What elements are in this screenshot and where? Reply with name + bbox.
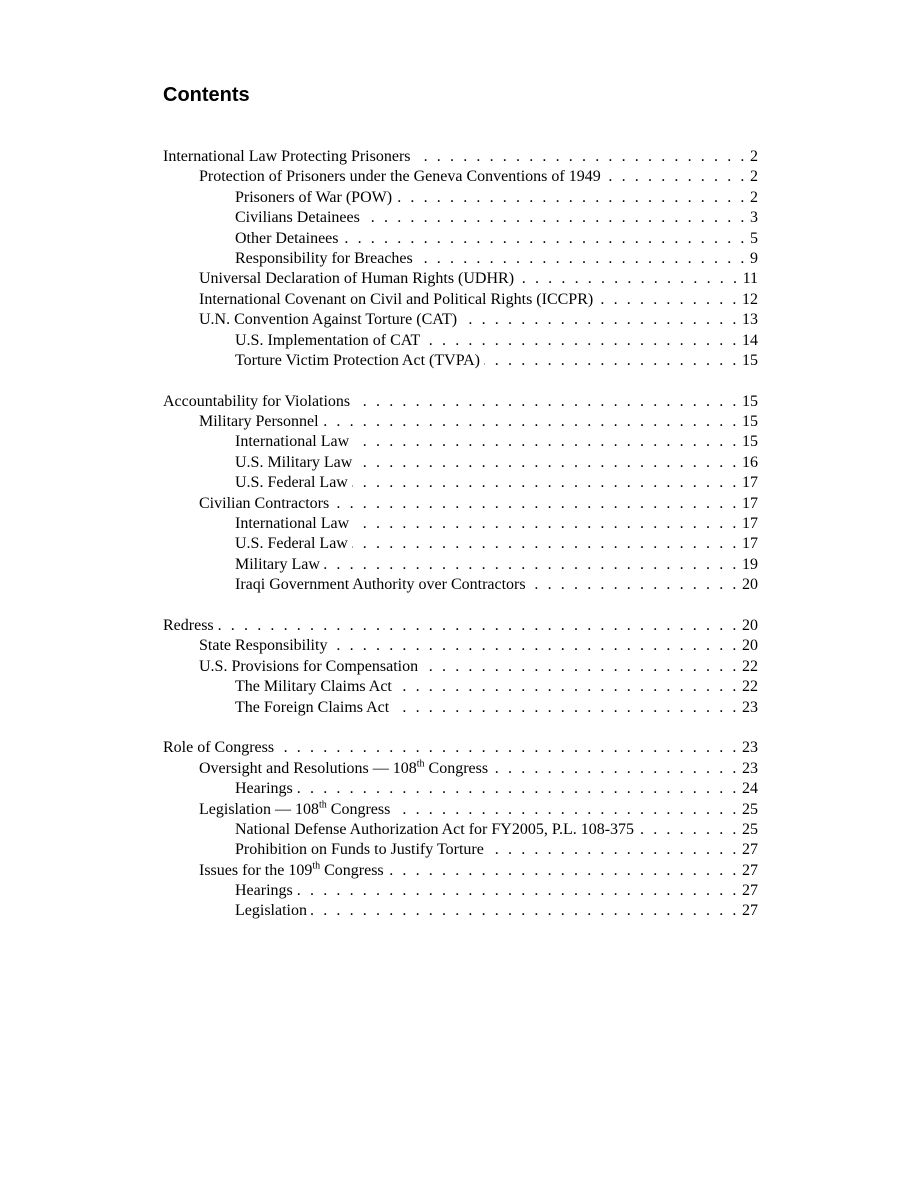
toc-entry[interactable] bbox=[163, 432, 758, 452]
toc-entry[interactable] bbox=[163, 861, 758, 881]
dot-leader bbox=[394, 800, 739, 820]
toc-entry-title: Prisoners of War (POW) bbox=[235, 188, 393, 206]
toc-entry-title: Torture Victim Protection Act (TVPA) bbox=[235, 351, 480, 369]
toc-entry-title-suffix: Congress bbox=[424, 759, 489, 777]
toc-entry-page: 16 bbox=[742, 453, 758, 471]
dot-leader bbox=[352, 534, 739, 554]
toc-entry-title-prefix: Oversight and Resolutions — 108 bbox=[199, 759, 417, 777]
toc-entry-page: 23 bbox=[742, 759, 758, 777]
toc-entry-page: 27 bbox=[742, 902, 758, 920]
toc-entry-page: 5 bbox=[750, 229, 758, 247]
dot-leader bbox=[422, 657, 739, 677]
toc-entry-page: 12 bbox=[742, 290, 758, 308]
toc-entry-page: 15 bbox=[742, 433, 758, 451]
toc-entry[interactable] bbox=[163, 331, 758, 351]
toc-entry-page: 19 bbox=[742, 555, 758, 573]
toc-entry-title: Other Detainees bbox=[235, 229, 339, 247]
toc-entry[interactable] bbox=[163, 310, 758, 330]
toc-entry[interactable] bbox=[163, 351, 758, 371]
toc-entry[interactable] bbox=[163, 494, 758, 514]
toc-entry-page: 22 bbox=[742, 678, 758, 696]
toc-section-accountability bbox=[163, 392, 758, 596]
toc-entry[interactable] bbox=[163, 698, 758, 718]
toc-entry-title: Responsibility for Breaches bbox=[235, 249, 413, 267]
toc-entry-title: International Law bbox=[235, 515, 350, 533]
toc-entry-title: Military Personnel bbox=[199, 413, 319, 431]
toc-entry-page: 11 bbox=[742, 270, 758, 288]
dot-leader bbox=[530, 575, 739, 595]
toc-entry[interactable] bbox=[163, 188, 758, 208]
toc-entry-title: Civilian Contractors bbox=[199, 494, 330, 512]
toc-entry-title-prefix: Legislation — 108 bbox=[199, 800, 319, 818]
toc-entry[interactable] bbox=[163, 677, 758, 697]
toc-entry-page: 17 bbox=[742, 474, 758, 492]
toc-entry[interactable] bbox=[163, 657, 758, 677]
toc-entry-title: State Responsibility bbox=[199, 637, 328, 655]
toc-entry-title: Legislation bbox=[235, 902, 307, 920]
toc-entry[interactable] bbox=[163, 616, 758, 636]
toc-entry-page: 13 bbox=[742, 311, 758, 329]
ordinal-superscript: th bbox=[416, 758, 425, 770]
dot-leader bbox=[353, 432, 739, 452]
toc-entry[interactable] bbox=[163, 229, 758, 249]
toc-entry-title: Redress bbox=[163, 616, 214, 634]
toc-entry-page: 3 bbox=[750, 209, 758, 227]
toc-entry-title: Hearings bbox=[235, 780, 293, 798]
toc-entry-page: 2 bbox=[750, 148, 758, 165]
toc-entry-page: 20 bbox=[742, 576, 758, 594]
toc-entry[interactable] bbox=[163, 636, 758, 656]
toc-entry-title: Prohibition on Funds to Justify Torture bbox=[235, 841, 484, 859]
toc-entry-title-prefix: Issues for the 109 bbox=[199, 861, 313, 879]
toc-entry[interactable] bbox=[163, 820, 758, 840]
toc-entry-page: 2 bbox=[750, 168, 758, 186]
toc-entry[interactable] bbox=[163, 738, 758, 758]
dot-leader bbox=[323, 412, 739, 432]
toc-entry-title: Iraqi Government Authority over Contractors bbox=[235, 576, 526, 594]
toc-entry[interactable] bbox=[163, 147, 758, 167]
toc-entry[interactable] bbox=[163, 881, 758, 901]
dot-leader bbox=[424, 331, 739, 351]
toc-entry-title: Hearings bbox=[235, 882, 293, 900]
dot-leader bbox=[218, 616, 739, 636]
toc-entry-title-suffix: Congress bbox=[326, 800, 391, 818]
toc-entry-title: International Law bbox=[235, 433, 350, 451]
toc-entry-page: 17 bbox=[742, 494, 758, 512]
toc-entry-title: The Military Claims Act bbox=[235, 678, 392, 696]
toc-entry[interactable] bbox=[163, 840, 758, 860]
dot-leader bbox=[415, 147, 748, 167]
dot-leader bbox=[297, 881, 739, 901]
dot-leader bbox=[484, 351, 739, 371]
dot-leader bbox=[638, 820, 739, 840]
toc-entry-title: Protection of Prisoners under the Geneva Conventions of 1949 bbox=[199, 168, 601, 186]
toc-entry-page: 23 bbox=[742, 698, 758, 716]
toc-entry-title-suffix: Congress bbox=[320, 861, 384, 879]
toc-entry[interactable] bbox=[163, 269, 758, 289]
toc-entry-page: 20 bbox=[742, 637, 758, 655]
toc-entry[interactable] bbox=[163, 779, 758, 799]
toc-entry-page: 14 bbox=[742, 331, 758, 349]
dot-leader bbox=[461, 310, 739, 330]
dot-leader bbox=[488, 840, 739, 860]
toc-entry-page: 15 bbox=[742, 351, 758, 369]
toc-entry-title: Role of Congress bbox=[163, 739, 275, 757]
toc-entry-page: 24 bbox=[742, 780, 758, 798]
toc-section-congress bbox=[163, 738, 758, 922]
toc-entry-page: 17 bbox=[742, 515, 758, 533]
toc-entry[interactable] bbox=[163, 800, 758, 820]
dot-leader bbox=[597, 290, 739, 310]
toc-entry-title: U.S. Military Law bbox=[235, 453, 353, 471]
toc-entry-title: U.S. Federal Law bbox=[235, 474, 348, 492]
toc-entry-title: U.S. Provisions for Compensation bbox=[199, 657, 419, 675]
dot-leader bbox=[417, 249, 747, 269]
dot-leader bbox=[492, 759, 739, 779]
dot-leader bbox=[353, 514, 739, 534]
dot-leader bbox=[297, 779, 739, 799]
toc-entry[interactable] bbox=[163, 555, 758, 575]
dot-leader bbox=[364, 208, 747, 228]
toc-entry-title bbox=[199, 759, 492, 779]
toc-entry-page: 15 bbox=[742, 392, 758, 410]
toc-entry-title: U.S. Federal Law bbox=[235, 535, 348, 553]
toc-entry-title: Accountability for Violations bbox=[163, 392, 351, 410]
toc-section-redress bbox=[163, 616, 758, 718]
toc-entry-title bbox=[199, 800, 394, 820]
dot-leader bbox=[356, 453, 739, 473]
toc-entry[interactable] bbox=[163, 249, 758, 269]
toc-entry[interactable] bbox=[163, 901, 758, 921]
toc-entry-page: 17 bbox=[742, 535, 758, 553]
toc-entry-title: The Foreign Claims Act bbox=[235, 698, 390, 716]
toc-entry-title bbox=[199, 861, 388, 881]
dot-leader bbox=[396, 188, 747, 208]
toc-entry-title: National Defense Authorization Act for FY2005, P.L. 108-375 bbox=[235, 820, 635, 838]
toc-entry-page: 20 bbox=[742, 616, 758, 634]
toc-entry-page: 22 bbox=[742, 657, 758, 675]
toc-entry-title: Military Law bbox=[235, 555, 320, 573]
toc-entry-page: 23 bbox=[742, 739, 758, 757]
toc-entry[interactable] bbox=[163, 412, 758, 432]
toc-entry-title: U.S. Implementation of CAT bbox=[235, 331, 421, 349]
dot-leader bbox=[393, 698, 739, 718]
toc-entry-page: 2 bbox=[750, 188, 758, 206]
dot-leader bbox=[354, 392, 739, 412]
toc-entry-page: 25 bbox=[742, 800, 758, 818]
toc-entry-page: 27 bbox=[742, 882, 758, 900]
toc-entry[interactable] bbox=[163, 759, 758, 779]
toc-entry-page: 9 bbox=[750, 249, 758, 267]
toc-entry[interactable] bbox=[163, 208, 758, 228]
toc-entry[interactable] bbox=[163, 453, 758, 473]
toc-entry[interactable] bbox=[163, 534, 758, 554]
ordinal-superscript: th bbox=[318, 799, 327, 811]
dot-leader bbox=[343, 229, 747, 249]
toc-entry-title: International Covenant on Civil and Political Rights (ICCPR) bbox=[199, 290, 594, 308]
dot-leader bbox=[518, 269, 740, 289]
dot-leader bbox=[388, 861, 739, 881]
ordinal-superscript: th bbox=[312, 860, 321, 872]
toc-entry[interactable] bbox=[163, 167, 758, 187]
table-of-contents bbox=[163, 147, 758, 942]
toc-section-international-law bbox=[163, 147, 758, 371]
toc-entry-title: International Law Protecting Prisoners bbox=[163, 148, 411, 165]
dot-leader bbox=[396, 677, 739, 697]
dot-leader bbox=[333, 494, 739, 514]
toc-entry-page: 27 bbox=[742, 841, 758, 859]
toc-entry[interactable] bbox=[163, 392, 758, 412]
dot-leader bbox=[352, 473, 739, 493]
toc-entry-title: U.N. Convention Against Torture (CAT) bbox=[199, 311, 458, 329]
toc-entry-page: 15 bbox=[742, 413, 758, 431]
dot-leader bbox=[605, 167, 747, 187]
toc-entry[interactable] bbox=[163, 575, 758, 595]
toc-entry-title: Civilians Detainees bbox=[235, 209, 360, 227]
toc-entry-page: 25 bbox=[742, 820, 758, 838]
toc-entry[interactable] bbox=[163, 290, 758, 310]
dot-leader bbox=[324, 555, 739, 575]
toc-entry[interactable] bbox=[163, 514, 758, 534]
dot-leader bbox=[331, 636, 739, 656]
dot-leader bbox=[311, 901, 739, 921]
toc-entry-title: Universal Declaration of Human Rights (UDHR) bbox=[199, 270, 515, 288]
page-title: Contents bbox=[163, 84, 250, 106]
toc-entry-page: 27 bbox=[742, 861, 758, 879]
toc-entry[interactable] bbox=[163, 473, 758, 493]
dot-leader bbox=[278, 738, 739, 758]
